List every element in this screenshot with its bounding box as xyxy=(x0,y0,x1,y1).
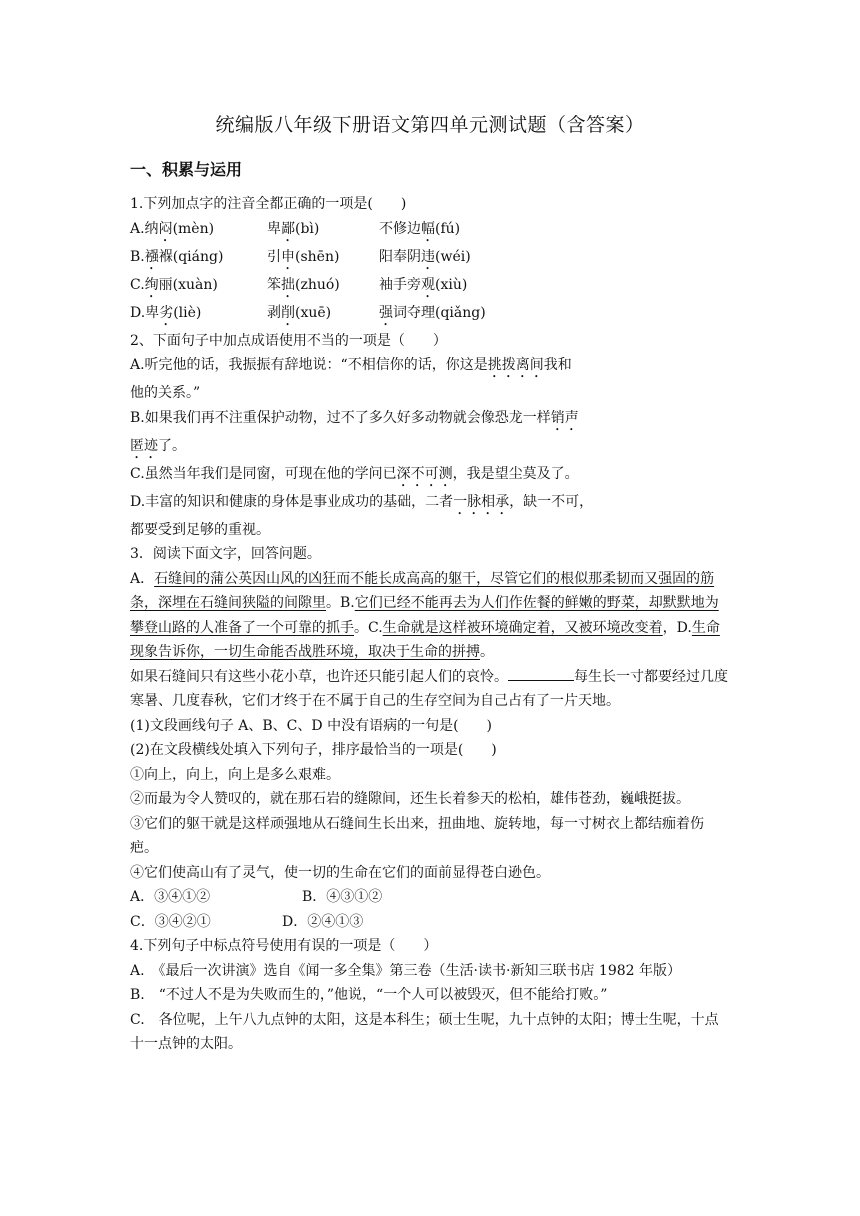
document-title: 统编版八年级下册语文第四单元测试题（含答案） xyxy=(215,114,645,136)
q1-option-b: B.襁褓(qiáng) 引申(shēn) 阳奉阴违(wéi) xyxy=(130,248,471,265)
q3-sub-question-1: (1)文段画线句子 A、B、C、D 中没有语病的一句是( ) xyxy=(130,717,492,734)
q2-option-a: A.听完他的话，我振振有辞地说：“不相信你的话，你这是挑拨离间我和 xyxy=(130,357,572,373)
q2-option-a-cont: 他的关系。” xyxy=(130,385,201,401)
q4-stem: 4.下列句子中标点符号使用有误的一项是（ ） xyxy=(130,938,438,954)
q1-option-c: C.绚丽(xuàn) 笨拙(zhuó) 袖手旁观(xiù) xyxy=(130,276,468,293)
q3-sentence-1: ①向上，向上，向上是多么艰难。 xyxy=(130,766,340,783)
q3-passage-1: A．石缝间的蒲公英因山风的凶狂而不能长成高高的躯干，尽管它们的根似那柔韧而又强固的筋条，深埋在石缝间狭隘的间隙里。B.它们已经不能再去为人们作佐餐的鲜嫩的野菜，却默默地为攀登山路的人准备了一个可靠的抓手。C.生命就是这样被环境确定着，又被环境改变着，D.生命现象告诉你，一切生命能否战胜环境，取决于生命的拼搏。 xyxy=(130,570,720,660)
q2-option-c: C.虽然当年我们是同窗，可现在他的学问已深不可测，我是望尘莫及了。 xyxy=(130,465,579,482)
q4-option-c: C. 各位呢，上午八九点钟的太阳，这是本科生；硕士生呢，九十点钟的太阳；博士生呢，十点十一点钟的太阳。 xyxy=(130,1011,719,1052)
q4-option-a: A. 《最后一次讲演》选自《闻一多全集》第三卷（生活·读书·新知三联书店 1982 年版） xyxy=(130,962,681,979)
q3-passage-2: 如果石缝间只有这些小花小草，也许还只能引起人们的哀怜。 每生长一寸都要经过几度寒暑、几度春秋，它们才终于在不属于自己的生存空间为自己占有了一片天地。 xyxy=(130,665,730,714)
q3-sentence-4: ④它们使高山有了灵气，使一切的生命在它们的面前显得苍白逊色。 xyxy=(130,864,550,881)
q2-option-b: B.如果我们再不注重保护动物，过不了多久好多动物就会像恐龙一样销声 xyxy=(130,409,579,426)
q2-stem: 2、下面句子中加点成语使用不当的一项是（ ） xyxy=(130,332,447,349)
q1-stem: 1.下列加点字的注音全都正确的一项是( ) xyxy=(130,196,407,212)
q2-option-d: D.丰富的知识和健康的身体是事业成功的基础，二者一脉相承，缺一不可， xyxy=(130,493,594,510)
document-page xyxy=(130,110,730,1057)
q3-options-ab: A．③④①② B．④③①② xyxy=(130,889,383,905)
q2-option-b-cont: 匿迹了。 xyxy=(130,437,186,454)
q3-stem: 3．阅读下面文字，回答问题。 xyxy=(130,546,321,562)
q1-option-d: D.卑劣(liè) 剥削(xuē) 强词夺理(qiǎng) xyxy=(130,304,486,321)
fill-blank xyxy=(508,666,574,681)
q1-option-a: A.纳闷(mèn) 卑鄙(bì) 不修边幅(fú) xyxy=(130,220,461,237)
q2-option-d-cont: 都要受到足够的重视。 xyxy=(130,521,270,538)
q4-option-b: B. “不过人不是为失败而生的，”他说，“一个人可以被毁灭，但不能给打败。” xyxy=(130,987,608,1003)
q3-sentence-2: ②而最为令人赞叹的，就在那石岩的缝隙间，还生长着参天的松柏，雄伟苍劲，巍峨挺拔。 xyxy=(130,791,690,807)
q3-sentence-3: ③它们的躯干就是这样顽强地从石缝间生长出来，扭曲地、旋转地，每一寸树衣上都结痂着伤疤。 xyxy=(130,815,704,856)
section-heading: 一、积累与运用 xyxy=(130,160,243,179)
q3-sub-question-2: (2)在文段横线处填入下列句子，排序最恰当的一项是( ) xyxy=(130,742,497,758)
q3-options-cd: C．③④②① D．②④①③ xyxy=(130,913,364,930)
